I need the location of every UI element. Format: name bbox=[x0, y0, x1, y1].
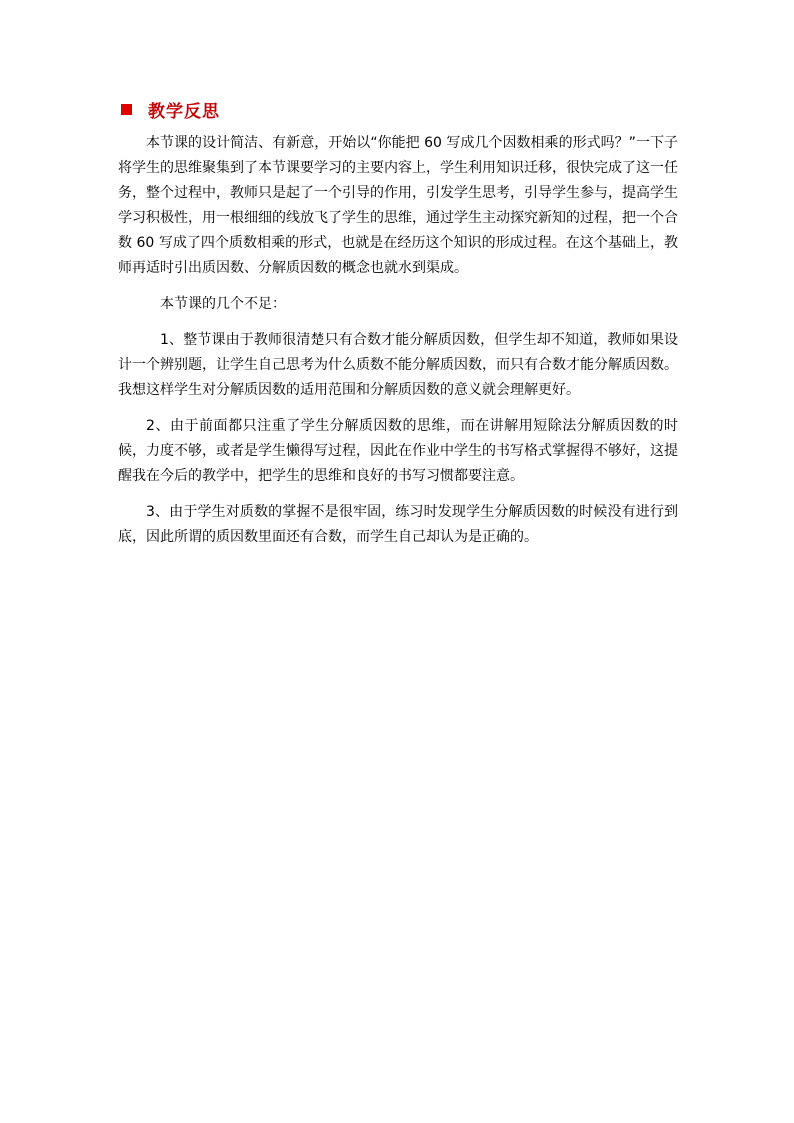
square-bullet-icon bbox=[121, 104, 132, 115]
reflection-body bbox=[118, 131, 678, 561]
section-heading bbox=[121, 98, 220, 120]
section-title: 教学反思 bbox=[148, 101, 220, 122]
paragraph-shortcomings-title: 本节课的几个不足： bbox=[160, 296, 286, 312]
paragraph-intro: 本节课的设计简洁、有新意，开始以“你能把 60 写成几个因数相乘的形式吗？”一下子将学生的思维聚集到了本节课要学习的主要内容上，学生利用知识迁移，很快完成了这一任务，整个过程中，教师只是起了一个引导的作用，引发学生思考，引导学生参与，提高学生学习积极性，用一根细细的线放飞了学生的思维，通过学生主动探究新知的过程，把一个合数 60 写成了四个质数相乘的形式，也就是在经历这个知识的形成过程。在这个基础上，教师再适时引出质因数、分解质因数的概念也就水到渠成。 bbox=[118, 135, 678, 276]
paragraph-shortcoming-2: 2、由于前面都只注重了学生分解质因数的思维，而在讲解用短除法分解质因数的时候，力度不够，或者是学生懒得写过程，因此在作业中学生的书写格式掌握得不够好，这提醒我在今后的教学中，把学生的思维和良好的书写习惯都要注意。 bbox=[118, 418, 678, 484]
paragraph-shortcoming-1: 1、整节课由于教师很清楚只有合数才能分解质因数，但学生却不知道，教师如果设计一个辨别题，让学生自己思考为什么质数不能分解质因数，而只有合数才能分解质因数。我想这样学生对分解质因数的适用范围和分解质因数的意义就会理解更好。 bbox=[118, 332, 678, 398]
paragraph-shortcoming-3: 3、由于学生对质数的掌握不是很牢固，练习时发现学生分解质因数的时候没有进行到底，因此所谓的质因数里面还有合数，而学生自己却认为是正确的。 bbox=[118, 504, 678, 545]
